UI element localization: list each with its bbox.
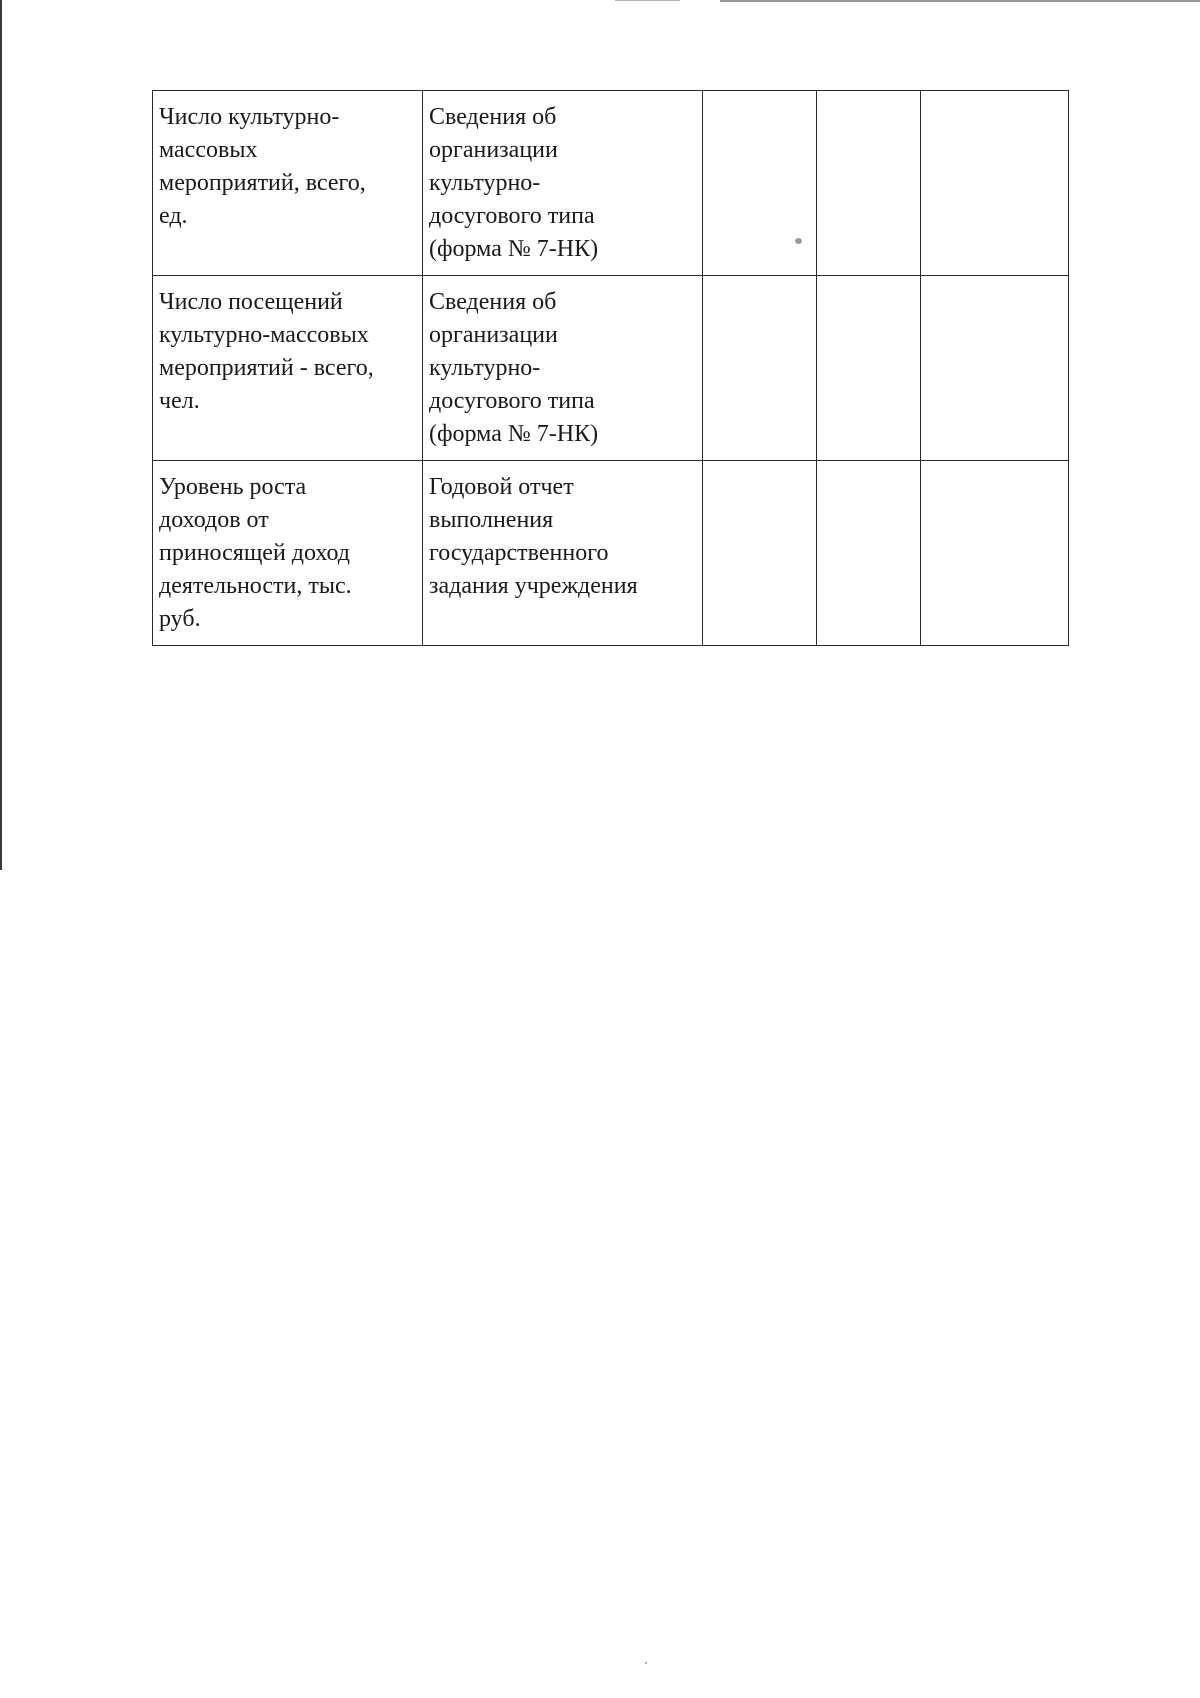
scan-speck (795, 238, 802, 244)
value-cell (921, 276, 1069, 461)
indicator-text: Число посещений культурно-массовых мероприятий - всего, чел. (159, 289, 374, 414)
table-row (153, 276, 1069, 461)
value-cell (817, 91, 921, 276)
source-text: Сведения об организации культурно- досугового типа (форма № 7-НК) (429, 104, 599, 262)
table-row (153, 91, 1069, 276)
indicator-cell (153, 276, 423, 461)
value-cell (921, 461, 1069, 646)
value-cell (703, 91, 817, 276)
indicators-table (152, 90, 1069, 646)
indicator-text: Уровень роста доходов от приносящей доход деятельности, тыс. руб. (159, 474, 352, 632)
value-cell (817, 276, 921, 461)
source-text: Годовой отчет выполнения государственного задания учреждения (429, 474, 638, 599)
value-cell (921, 91, 1069, 276)
source-cell (423, 461, 703, 646)
value-cell (703, 461, 817, 646)
indicator-cell (153, 461, 423, 646)
scan-top-edge (720, 0, 1200, 2)
source-text: Сведения об организации культурно- досугового типа (форма № 7-НК) (429, 289, 599, 447)
scan-left-edge (0, 0, 2, 870)
scan-top-edge-fragment (615, 0, 680, 1)
source-cell (423, 91, 703, 276)
indicator-text: Число культурно- массовых мероприятий, всего, ед. (159, 104, 366, 229)
value-cell (703, 276, 817, 461)
indicator-cell (153, 91, 423, 276)
source-cell (423, 276, 703, 461)
scan-speck (645, 1662, 647, 1664)
table-row (153, 461, 1069, 646)
value-cell (817, 461, 921, 646)
